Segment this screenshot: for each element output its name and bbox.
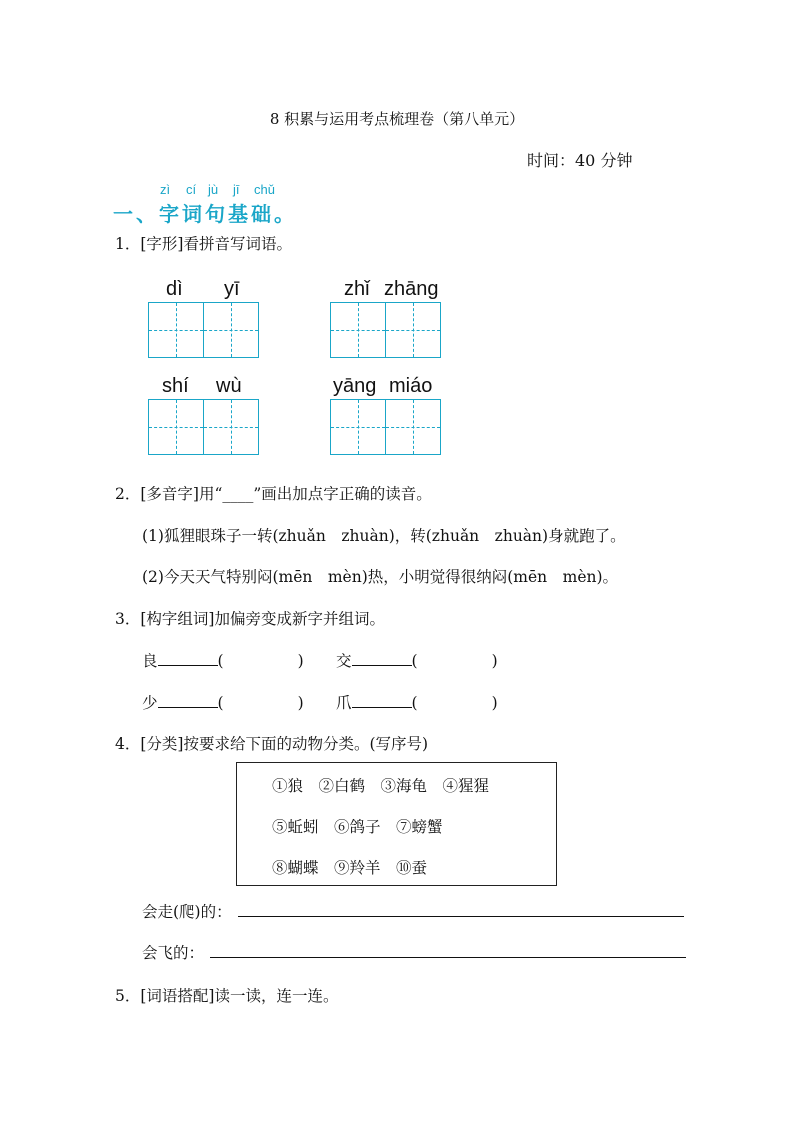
radical-char: 爪 [336, 694, 352, 712]
answer-blank[interactable] [158, 707, 218, 708]
answer-blank[interactable] [352, 707, 412, 708]
animal-row: ⑧蝴蝶 ⑨羚羊 ⑩蚕 [272, 859, 428, 877]
walk-answer [142, 900, 684, 922]
animal-row: ⑤蚯蚓 ⑥鸽子 ⑦螃蟹 [272, 818, 443, 836]
question-2-label: 2．[多音字]用“____”画出加点字正确的读音。 [115, 485, 432, 503]
answer-blank[interactable] [352, 665, 412, 666]
section-pinyin: jī [233, 182, 240, 197]
walk-label: 会走(爬)的： [142, 903, 232, 921]
tianzi-cell[interactable] [385, 399, 441, 455]
writing-grid-1[interactable] [148, 302, 257, 358]
pinyin-label: zhāng [384, 278, 439, 300]
pinyin-label: yāng [333, 375, 377, 397]
question-5-label: 5．[词语搭配]读一读，连一连。 [115, 987, 339, 1005]
tianzi-cell[interactable] [330, 302, 386, 358]
pinyin-label: yī [224, 278, 240, 300]
radical-item: 少 ( ) [142, 694, 304, 712]
fly-answer-blank[interactable] [210, 957, 686, 958]
tianzi-cell[interactable] [203, 399, 259, 455]
question-1-label: 1．[字形]看拼音写词语。 [115, 235, 292, 253]
page-title: 8 积累与运用考点梳理卷（第八单元） [269, 110, 525, 128]
answer-blank[interactable] [158, 665, 218, 666]
question-4-label: 4．[分类]按要求给下面的动物分类。(写序号) [115, 735, 429, 753]
section-title: 一、字词句基础。 [113, 202, 297, 226]
animal-row: ①狼 ②白鹤 ③海龟 ④猩猩 [272, 777, 490, 795]
writing-grid-3[interactable] [148, 399, 257, 455]
pinyin-label: dì [166, 278, 183, 300]
radical-item: 爪 ( ) [336, 694, 498, 712]
writing-grid-4[interactable] [330, 399, 439, 455]
tianzi-cell[interactable] [330, 399, 386, 455]
radical-item: 良 ( ) [142, 652, 304, 670]
writing-grid-2[interactable] [330, 302, 439, 358]
pinyin-label: zhǐ [344, 278, 370, 300]
tianzi-cell[interactable] [148, 399, 204, 455]
tianzi-cell[interactable] [148, 302, 204, 358]
question-2-item-1[interactable]: (1)狐狸眼珠子一转(zhuǎn zhuàn)，转(zhuǎn zhuàn)身就跑了。 [142, 527, 626, 545]
section-pinyin: zì [160, 182, 171, 197]
fly-answer [142, 941, 686, 963]
pinyin-label: wù [216, 375, 242, 397]
radical-char: 交 [336, 652, 352, 670]
question-2-item-2[interactable]: (2)今天天气特别闷(mēn mèn)热，小明觉得很纳闷(mēn mèn)。 [142, 568, 619, 586]
section-pinyin: jù [208, 182, 219, 197]
fly-label: 会飞的： [142, 944, 205, 962]
tianzi-cell[interactable] [385, 302, 441, 358]
radical-char: 少 [142, 694, 158, 712]
section-pinyin: chǔ [254, 182, 275, 197]
section-pinyin: cí [186, 182, 197, 197]
radical-item: 交 ( ) [336, 652, 498, 670]
question-3-label: 3．[构字组词]加偏旁变成新字并组词。 [115, 610, 385, 628]
pinyin-label: miáo [389, 375, 433, 397]
time-limit: 时间：40 分钟 [527, 151, 633, 170]
radical-char: 良 [142, 652, 158, 670]
tianzi-cell[interactable] [203, 302, 259, 358]
pinyin-label: shí [162, 375, 189, 397]
walk-answer-blank[interactable] [238, 916, 684, 917]
